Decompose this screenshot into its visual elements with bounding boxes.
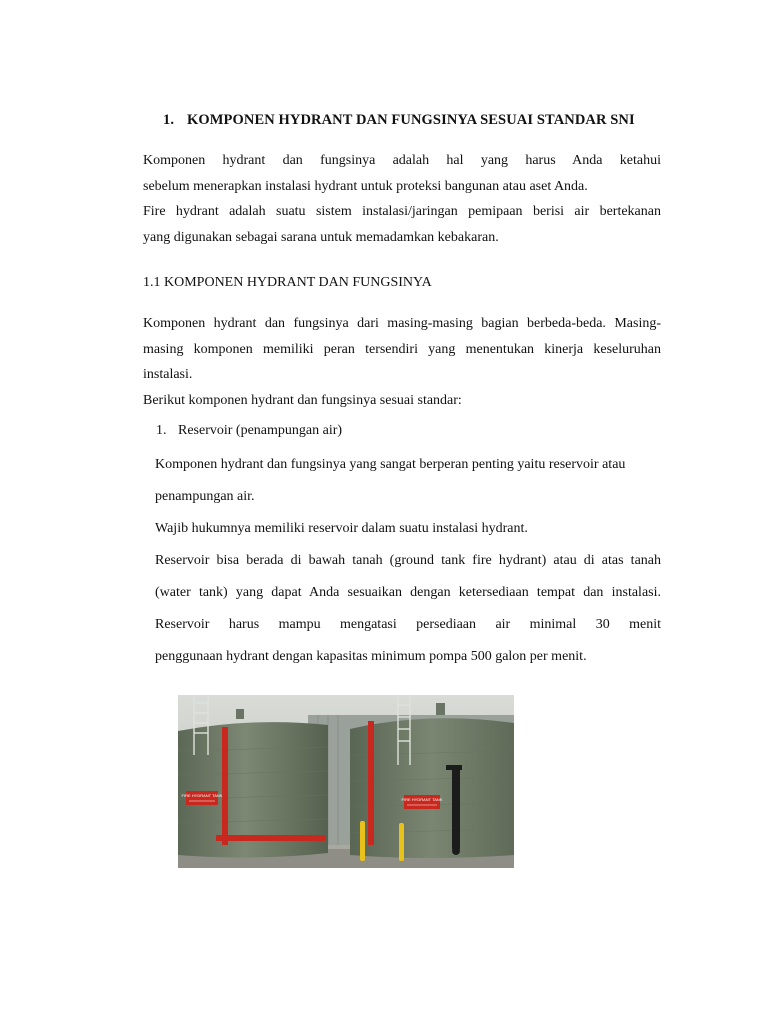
paragraph-line: (water tank) yang dapat Anda sesuaikan dengan ketersediaan tempat dan instalasi. [155, 585, 661, 600]
reservoir-description [155, 449, 661, 673]
right-red-pipe [368, 721, 374, 845]
intro-paragraph [143, 148, 661, 250]
right-tank-sign-text: FIRE HYDRANT TANK [401, 797, 443, 802]
section-title-text: KOMPONEN HYDRANT DAN FUNGSINYA SESUAI STANDAR SNI [187, 112, 635, 128]
left-red-pipe [222, 727, 228, 845]
paragraph-line: Komponen hydrant dan fungsinya adalah hal yang harus Anda ketahui [143, 153, 661, 168]
paragraph-line: instalasi. [143, 367, 193, 382]
list-number: 1. [156, 423, 167, 438]
list-label: Reservoir (penampungan air) [178, 423, 343, 438]
subsection-heading: 1.1 KOMPONEN HYDRANT DAN FUNGSINYA [143, 275, 432, 290]
section-title [163, 112, 635, 129]
paragraph-line: sebelum menerapkan instalasi hydrant untuk proteksi bangunan atau aset Anda. [143, 178, 588, 194]
paragraph-line: masing komponen memiliki peran tersendiri yang menentukan kinerja keseluruhan [143, 341, 661, 357]
paragraph-line: Komponen hydrant dan fungsinya dari masing-masing bagian berbeda-beda. Masing- [143, 316, 661, 331]
tank-illustration [178, 695, 514, 868]
paragraph-line: Fire hydrant adalah suatu sistem instalasi/jaringan pemipaan berisi air bertekanan [143, 204, 661, 219]
paragraph-line: Komponen hydrant dan fungsinya yang sangat berperan penting yaitu reservoir atau [155, 457, 626, 472]
paragraph-line: Berikut komponen hydrant dan fungsinya sesuai standar: [143, 392, 462, 408]
left-tank-sign-text: FIRE HYDRANT TANK [181, 793, 223, 798]
paragraph-line: penggunaan hydrant dengan kapasitas minimum pompa 500 galon per menit. [155, 649, 587, 664]
section-number: 1. [163, 112, 175, 128]
paragraph-line: Wajib hukumnya memiliki reservoir dalam suatu instalasi hydrant. [155, 521, 528, 536]
components-paragraph [143, 311, 661, 413]
paragraph-line: Reservoir bisa berada di bawah tanah (ground tank fire hydrant) atau di atas tanah [155, 553, 661, 568]
paragraph-line: Reservoir harus mampu mengatasi persediaan air minimal 30 menit [155, 617, 661, 632]
paragraph-line: yang digunakan sebagai sarana untuk memadamkan kebakaran. [143, 229, 499, 245]
paragraph-line: penampungan air. [155, 489, 255, 504]
water-tank-photo [178, 695, 514, 868]
black-pipe [452, 765, 460, 849]
list-item-reservoir [156, 423, 342, 439]
